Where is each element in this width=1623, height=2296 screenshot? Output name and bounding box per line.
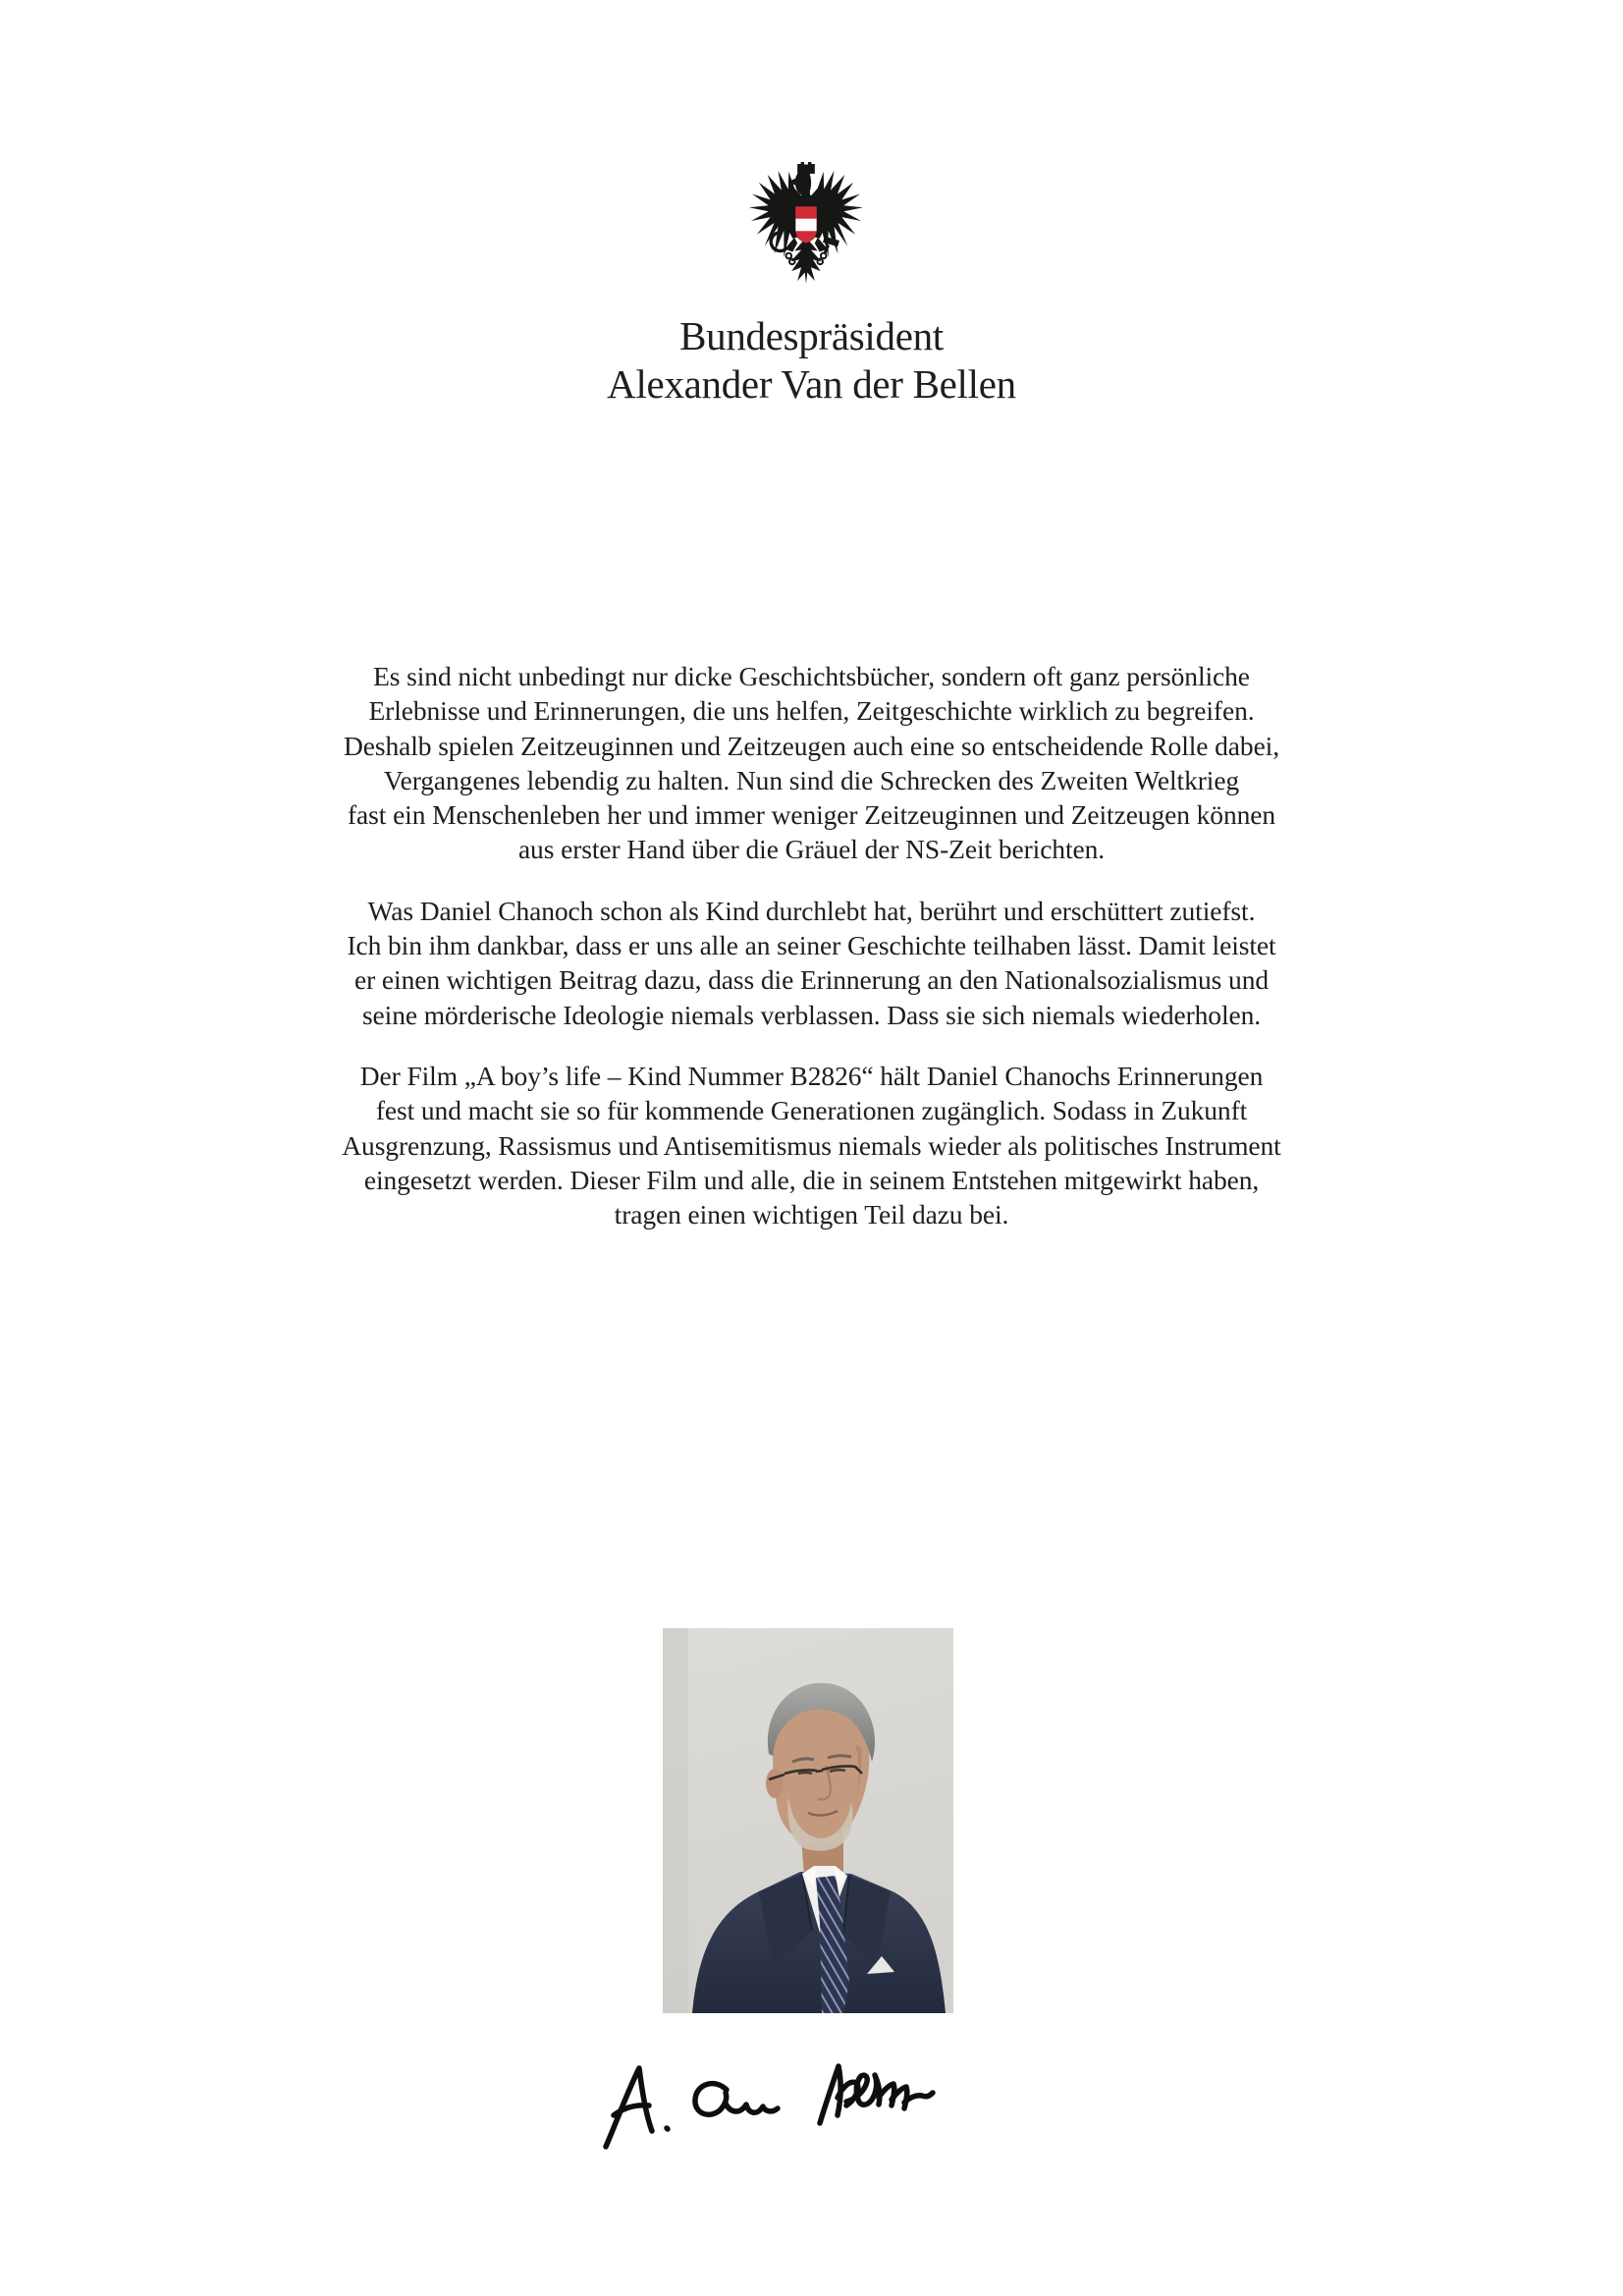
- office-title: Bundespräsident: [679, 313, 944, 358]
- portrait-photo: [663, 1628, 953, 2013]
- text-line: Ausgrenzung, Rassismus und Antisemitismus niemals wieder als politisches Instrument: [342, 1129, 1281, 1161]
- text-line: Vergangenes lebendig zu halten. Nun sind die Schrecken des Zweiten Weltkrieg: [383, 764, 1240, 795]
- paragraph-1: [193, 659, 1431, 867]
- austrian-eagle-icon: [748, 161, 864, 285]
- text-line: Erlebnisse und Erinnerungen, die uns helfen, Zeitgeschichte wirklich zu begreifen.: [368, 695, 1255, 727]
- text-line: tragen einen wichtigen Teil dazu bei.: [614, 1199, 1009, 1230]
- text-line: Es sind nicht unbedingt nur dicke Geschichtsbücher, sondern oft ganz persönliche: [373, 661, 1250, 691]
- signature-icon: [592, 2054, 985, 2160]
- text-line: aus erster Hand über die Gräuel der NS-Zeit berichten.: [517, 834, 1106, 865]
- text-line: Deshalb spielen Zeitzeuginnen und Zeitzeugen auch eine so entscheidende Rolle dabei,: [344, 730, 1279, 761]
- text-line: eingesetzt werden. Dieser Film und alle, die in seinem Entstehen mitgewirkt haben,: [363, 1164, 1260, 1195]
- signature-svg: [592, 2054, 985, 2160]
- text-line: er einen wichtigen Beitrag dazu, dass die Erinnerung an den Nationalsozialismus und: [353, 964, 1269, 996]
- text-line: Der Film „A boy’s life – Kind Nummer B2826“ hält Daniel Chanochs Erinnerungen: [359, 1060, 1264, 1091]
- text-line: Was Daniel Chanoch schon als Kind durchlebt hat, berührt und erschüttert zutiefst.: [367, 895, 1256, 926]
- austrian-eagle-svg: [748, 161, 864, 285]
- letterhead: [0, 312, 1623, 409]
- letter-body: [193, 659, 1431, 1258]
- portrait-svg: [663, 1628, 953, 2013]
- text-line: seine mörderische Ideologie niemals verblassen. Dass sie sich niemals wiederholen.: [361, 999, 1262, 1030]
- text-line: fast ein Menschenleben her und immer weniger Zeitzeuginnen und Zeitzeugen können: [348, 799, 1275, 831]
- text-line: Ich bin ihm dankbar, dass er uns alle an seiner Geschichte teilhaben lässt. Damit leistet: [347, 930, 1276, 961]
- paragraph-3: [193, 1059, 1431, 1231]
- text-line: fest und macht sie so für kommende Generationen zugänglich. Sodass in Zukunft: [375, 1095, 1248, 1126]
- paragraph-2: [193, 894, 1431, 1032]
- president-name: Alexander Van der Bellen: [607, 361, 1016, 407]
